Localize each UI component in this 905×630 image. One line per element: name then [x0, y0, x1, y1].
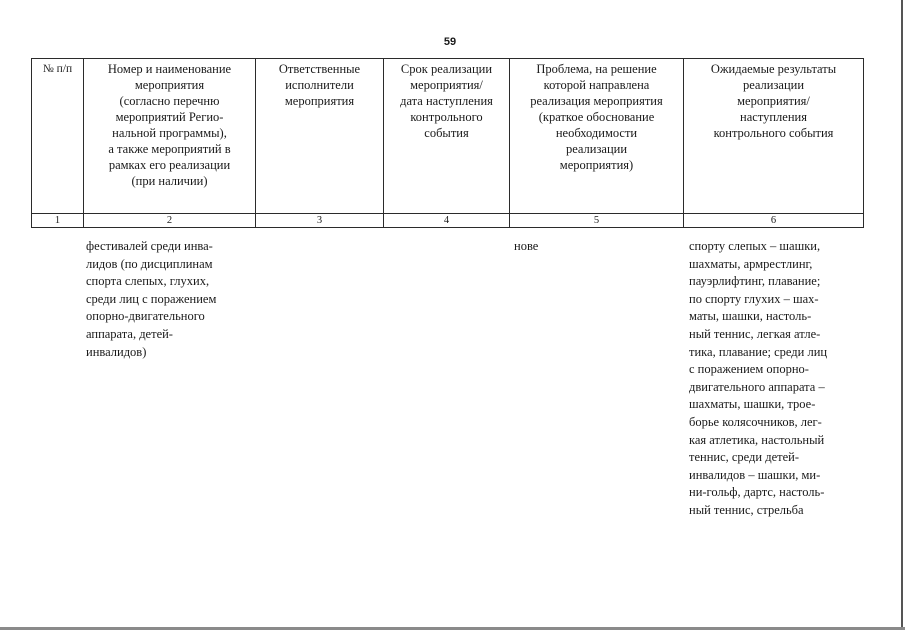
scan-edge-right — [901, 0, 903, 630]
column-number-row — [32, 214, 864, 228]
activity-continuation-text: фестивалей среди инва- лидов (по дисциплинам спорта слепых, глухих, среди лиц с поражением опорно-двигательного аппарата, детей- инвалидов) — [86, 239, 217, 359]
header-expected-results: Ожидаемые результаты реализации мероприятия/ наступления контрольного события — [684, 59, 864, 214]
header-activity-name: Номер и наименование мероприятия (согласно перечню мероприятий Регио- нальной программы), а также мероприятий в рамках его реализации (при наличии) — [84, 59, 256, 214]
page-number: 59 — [443, 36, 457, 48]
header-number: № п/п — [32, 59, 84, 214]
activities-table — [31, 58, 864, 228]
column-number: 2 — [84, 214, 256, 228]
header-deadline: Срок реализации мероприятия/ дата наступления контрольного события — [384, 59, 510, 214]
table-header-row — [32, 59, 864, 214]
header-problem: Проблема, на решение которой направлена реализация мероприятия (краткое обоснование необходимости реализации мероприятия) — [510, 59, 684, 214]
column-number: 5 — [510, 214, 684, 228]
header-responsible: Ответственные исполнители мероприятия — [256, 59, 384, 214]
problem-continuation-text: нове — [514, 239, 539, 253]
results-continuation-text: спорту слепых – шашки, шахматы, армрестлинг, пауэрлифтинг, плавание; по спорту глухих – шах- маты, шашки, настоль- ный теннис, легкая атле- тика, плавание; среди лиц с поражением опорно- двигательного аппарата – шахматы, шашки, трое- борье колясочников, лег- кая атлетика, настольный теннис, среди детей- инвалидов – шашки, ми- ни-гольф, дартс, настоль- ный теннис, стрельба — [689, 239, 828, 517]
column-number: 3 — [256, 214, 384, 228]
column-number: 4 — [384, 214, 510, 228]
column-number: 6 — [684, 214, 864, 228]
column-number: 1 — [32, 214, 84, 228]
